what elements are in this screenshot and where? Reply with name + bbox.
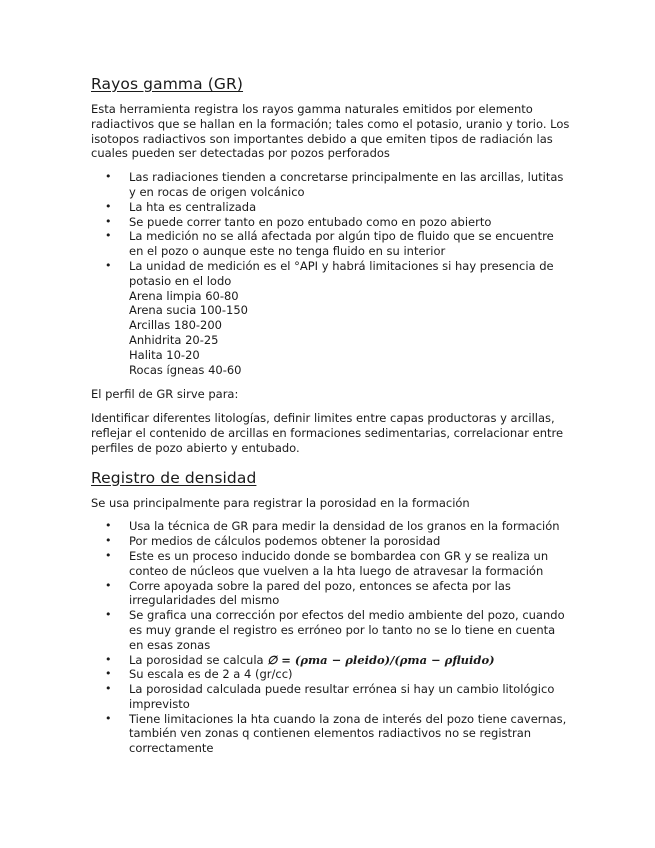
- gamma-ray-bullet-list: [91, 170, 571, 377]
- gr-uses-label: El perfil de GR sirve para:: [91, 387, 239, 402]
- porosity-label: La porosidad se calcula: [129, 652, 264, 667]
- section-title-gamma-ray: Rayos gamma (GR): [91, 75, 244, 93]
- gamma-ray-bullet: • Se puede correr tanto en pozo entubado como en pozo abierto: [129, 215, 571, 230]
- density-bullet-list: [91, 519, 571, 756]
- density-bullet: • Por medios de cálculos podemos obtener la porosidad: [129, 534, 571, 549]
- density-bullet: • Usa la técnica de GR para medir la densidad de los granos en la formación: [129, 519, 571, 534]
- value-arena-sucia: Arena sucia 100-150: [129, 303, 248, 318]
- document-page: [91, 74, 571, 766]
- density-intro: Se usa principalmente para registrar la porosidad en la formación: [91, 495, 470, 510]
- porosity-formula: ∅ = (ρma − ρleido)/(ρma − ρfluido): [267, 652, 495, 667]
- density-bullet: • Tiene limitaciones la hta cuando la zona de interés del pozo tiene cavernas, también ven zonas q contienen elementos radiactivos no se registran correctamente: [129, 712, 571, 756]
- value-arcillas: Arcillas 180-200: [129, 318, 222, 333]
- value-anhidrita: Anhidrita 20-25: [129, 332, 219, 347]
- density-bullet: • Este es un proceso inducido donde se bombardea con GR y se realiza un conteo de núcleos que vuelven a la hta luego de atravesar la formación: [129, 549, 571, 579]
- value-halita: Halita 10-20: [129, 347, 200, 362]
- density-bullet-porosity: [129, 653, 571, 668]
- section-title-density: Registro de densidad: [91, 468, 257, 487]
- api-unit-text: • La unidad de medición es el °API y habrá limitaciones si hay presencia de potasio en el lodo: [129, 258, 554, 288]
- gamma-ray-intro: Esta herramienta registra los rayos gamma naturales emitidos por elemento radiactivos que se hallan en la formación; tales como el potasio, uranio y torio. Los isotopos radiactivos son importantes debido a que emiten tipos de radiación las cuales pueden ser detectadas por pozos perforados: [91, 102, 570, 161]
- density-bullet: • Se grafica una corrección por efectos del medio ambiente del pozo, cuando es muy grande el registro es erróneo por lo tanto no se lo tiene en cuenta en esas zonas: [129, 608, 571, 652]
- gamma-ray-bullet: • La hta es centralizada: [129, 200, 571, 215]
- density-bullet: • Su escala es de 2 a 4 (gr/cc): [129, 667, 571, 682]
- gamma-ray-bullet: • Las radiaciones tienden a concretarse principalmente en las arcillas, lutitas y en rocas de origen volcánico: [129, 170, 571, 200]
- density-bullet: • Corre apoyada sobre la pared del pozo, entonces se afecta por las irregularidades del mismo: [129, 579, 571, 609]
- gamma-ray-bullet-api: [129, 259, 571, 377]
- value-rocas-igneas: Rocas ígneas 40-60: [129, 362, 242, 377]
- density-bullet: • La porosidad calculada puede resultar errónea si hay un cambio litológico imprevisto: [129, 682, 571, 712]
- gamma-ray-bullet: • La medición no se allá afectada por algún tipo de fluido que se encuentre en el pozo o aunque este no tenga fluido en su interior: [129, 229, 571, 259]
- value-arena-limpia: Arena limpia 60-80: [129, 288, 239, 303]
- gr-uses-text: Identificar diferentes litologías, definir limites entre capas productoras y arcillas, reflejar el contenido de arcillas en formaciones sedimentarias, correlacionar entre perfiles de pozo abierto y entubado.: [91, 411, 564, 455]
